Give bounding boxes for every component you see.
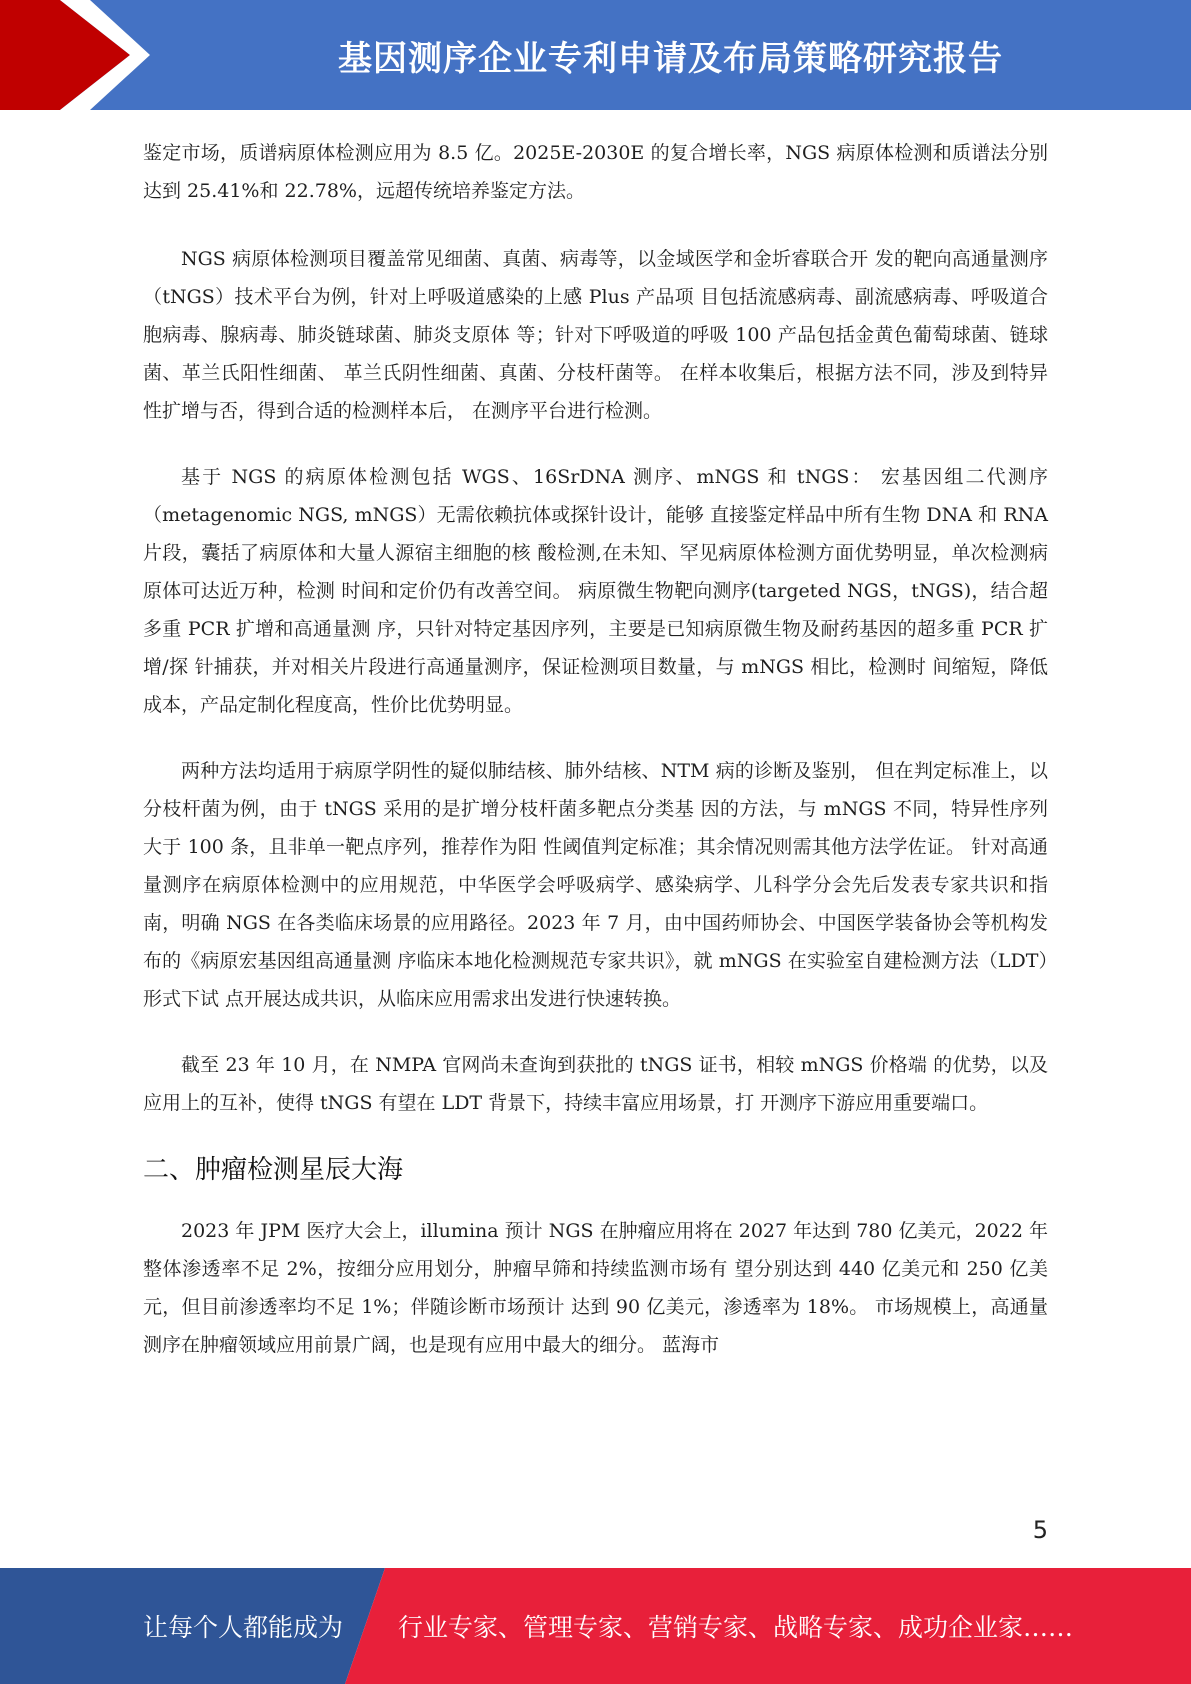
section-heading: 二、肿瘤检测星辰大海: [143, 1155, 404, 1185]
paragraph-tumor: 2023 年 JPM 医疗大会上，illumina 预计 NGS 在肿瘤应用将在 2027 年达到 780 亿美元，2022 年整体渗透率不足 2%，按细分应用划分，肿瘤早筛和持续监测市场有 望分别达到 440 亿美元和 250 亿美元，但目前渗透率均不足 1%；伴随诊断市场预计 达到 90 亿美元，渗透率为 18%。 市场规模上，高通量测序在肿瘤领域应用前景广阔，也是现有应用中最大的细分。 蓝海市: [143, 1220, 1048, 1356]
page-header: [0, 0, 1191, 110]
paragraph-methods: 两种方法均适用于病原学阴性的疑似肺结核、肺外结核、NTM 病的诊断及鉴别， 但在判定标准上，以分枝杆菌为例，由于 tNGS 采用的是扩增分枝杆菌多靶点分类基 因的方法，与 mNGS 不同，特异性序列大于 100 条，且非单一靶点序列，推荐作为阳 性阈值判定标准；其余情况则需其他方法学佐证。 针对高通量测序在病原体检测中的应用规范，中华医学会呼吸病学、感染病学、儿科学分会先后发表专家共识和指南，明确 NGS 在各类临床场景的应用路径。2023 年 7 月，由中国药师协会、中国医学装备协会等机构发布的《病原宏基因组高通量测 序临床本地化检测规范专家共识》，就 mNGS 在实验室自建检测方法（LDT）形式下试 点开展达成共识，从临床应用需求出发进行快速转换。: [143, 760, 1048, 1010]
footer-slogan-right: 行业专家、管理专家、营销专家、战略专家、成功企业家……: [398, 1613, 1074, 1642]
paragraph-ngs-pathogen: NGS 病原体检测项目覆盖常见细菌、真菌、病毒等，以金域医学和金圻睿联合开 发的靶向高通量测序（tNGS）技术平台为例，针对上呼吸道感染的上感 Plus 产品项 目包括流感病毒、副流感病毒、呼吸道合胞病毒、腺病毒、肺炎链球菌、肺炎支原体 等；针对下呼吸道的呼吸 100 产品包括金黄色葡萄球菌、链球菌、革兰氏阳性细菌、 革兰氏阴性细菌、真菌、分枝杆菌等。 在样本收集后，根据方法不同，涉及到特异性扩增与否，得到合适的检测样本后， 在测序平台进行检测。: [143, 248, 1048, 422]
paragraph-market: 鉴定市场，质谱病原体检测应用为 8.5 亿。2025E-2030E 的复合增长率，NGS 病原体检测和质谱法分别达到 25.41%和 22.78%，远超传统培养鉴定方法。: [143, 142, 1048, 202]
header-chevron-icon: [0, 0, 160, 110]
page-number: 5: [1032, 1516, 1048, 1544]
paragraph-nmpa: 截至 23 年 10 月，在 NMPA 官网尚未查询到获批的 tNGS 证书，相较 mNGS 价格端 的优势，以及应用上的互补，使得 tNGS 有望在 LDT 背景下，持续丰富应用场景，打 开测序下游应用重要端口。: [143, 1054, 1048, 1114]
footer-slogan-left: 让每个人都能成为: [143, 1613, 344, 1642]
page-footer: [0, 1568, 1191, 1684]
paragraph-mngs-tngs: 基于 NGS 的病原体检测包括 WGS、16SrDNA 测序、mNGS 和 tNGS： 宏基因组二代测序（metagenomic NGS, mNGS）无需依赖抗体或探针设计，能够 直接鉴定样品中所有生物 DNA 和 RNA 片段，囊括了病原体和大量人源宿主细胞的核 酸检测,在未知、罕见病原体检测方面优势明显，单次检测病原体可达近万种，检测 时间和定价仍有改善空间。 病原微生物靶向测序(targeted NGS，tNGS)，结合超多重 PCR 扩增和高通量测 序，只针对特定基因序列，主要是已知病原微生物及耐药基因的超多重 PCR 扩增/探 针捕获，并对相关片段进行高通量测序，保证检测项目数量，与 mNGS 相比，检测时 间缩短，降低成本，产品定制化程度高，性价比优势明显。: [143, 466, 1048, 716]
document-body: [143, 134, 1048, 1392]
report-title: 基因测序企业专利申请及布局策略研究报告: [338, 38, 1003, 79]
